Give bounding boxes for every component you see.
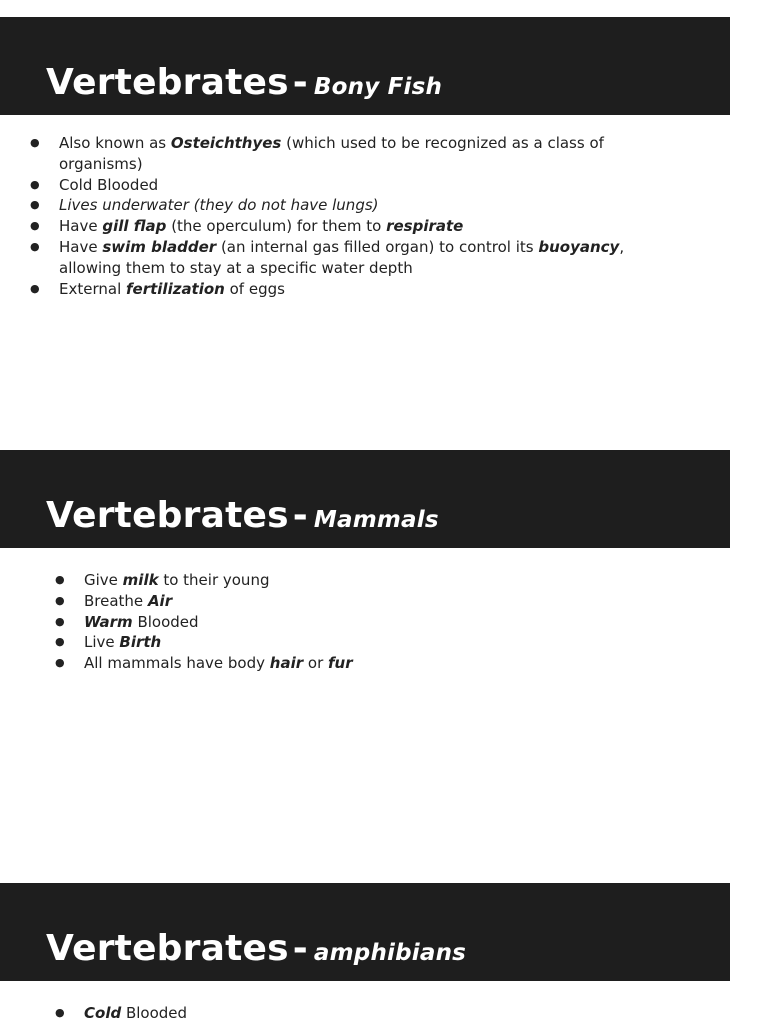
bullet-item (59, 133, 659, 175)
bullet-text: or (303, 654, 329, 673)
title-subtitle: Bony Fish (313, 74, 443, 100)
bullet-emphasis: swim bladder (102, 237, 217, 256)
bullet-emphasis: Cold (84, 1004, 122, 1022)
title-dash: - (292, 495, 308, 536)
bullet-emphasis: Birth (119, 633, 162, 652)
bullet-text: Also known as (59, 134, 171, 152)
title-banner (0, 883, 730, 981)
bullet-item (84, 632, 684, 653)
bullet-text: Cold Blooded (59, 175, 159, 194)
title-subtitle: amphibians (313, 940, 467, 966)
bullet-list (84, 570, 684, 674)
bullet-list (84, 1003, 684, 1024)
bullet-item (59, 216, 659, 237)
bullet-emphasis: hair (269, 654, 304, 673)
bullet-item (84, 591, 684, 612)
bullet-text: Blooded (121, 1004, 188, 1022)
title-dash: - (292, 928, 308, 969)
bullet-emphasis: buoyancy (538, 237, 620, 256)
bullet-item (59, 279, 659, 300)
title-main: Vertebrates (46, 495, 289, 536)
bullet-item (59, 175, 659, 196)
bullet-emphasis: Air (147, 591, 173, 610)
bullet-text: Live (84, 633, 120, 652)
slide-title (46, 61, 442, 109)
bullet-item (84, 653, 684, 674)
bullet-text: Have (59, 217, 103, 236)
title-dash: - (292, 62, 308, 103)
bullet-text: (an internal gas filled organ) to control its (216, 237, 539, 256)
bullet-text: to their young (158, 571, 270, 589)
bullet-item (59, 195, 659, 216)
slide-title (46, 494, 439, 542)
bullet-text: of eggs (224, 279, 285, 298)
bullet-text: (which used to be recognized as a class of organisms) (59, 134, 604, 173)
bullet-item (84, 612, 684, 633)
bullet-text: Blooded (132, 612, 199, 631)
title-subtitle: Mammals (313, 507, 439, 533)
bullet-italic-text: Lives underwater (they do not have lungs) (59, 196, 379, 215)
bullet-text: (the operculum) for them to (166, 217, 387, 236)
bullet-item (84, 570, 684, 591)
bullet-text: All mammals have body (84, 654, 270, 673)
bullet-emphasis: fertilization (126, 279, 225, 298)
bullet-item (59, 237, 659, 279)
bullet-text: External (59, 279, 127, 298)
title-banner (0, 450, 730, 548)
bullet-emphasis: Osteichthyes (170, 134, 282, 152)
bullet-emphasis: fur (328, 654, 353, 673)
slide-title (46, 927, 466, 975)
bullet-emphasis: Warm (84, 612, 133, 631)
title-main: Vertebrates (46, 928, 289, 969)
bullet-text: , allowing them to stay at a specific water depth (59, 237, 625, 277)
bullet-emphasis: gill flap (102, 217, 167, 236)
bullet-text: Have (59, 237, 103, 256)
title-main: Vertebrates (46, 62, 289, 103)
bullet-emphasis: milk (122, 571, 159, 589)
bullet-emphasis: respirate (386, 217, 464, 236)
bullet-text: Give (84, 571, 123, 589)
bullet-item (84, 1003, 684, 1024)
title-banner (0, 17, 730, 115)
bullet-text: Breathe (84, 591, 148, 610)
bullet-list (59, 133, 659, 299)
